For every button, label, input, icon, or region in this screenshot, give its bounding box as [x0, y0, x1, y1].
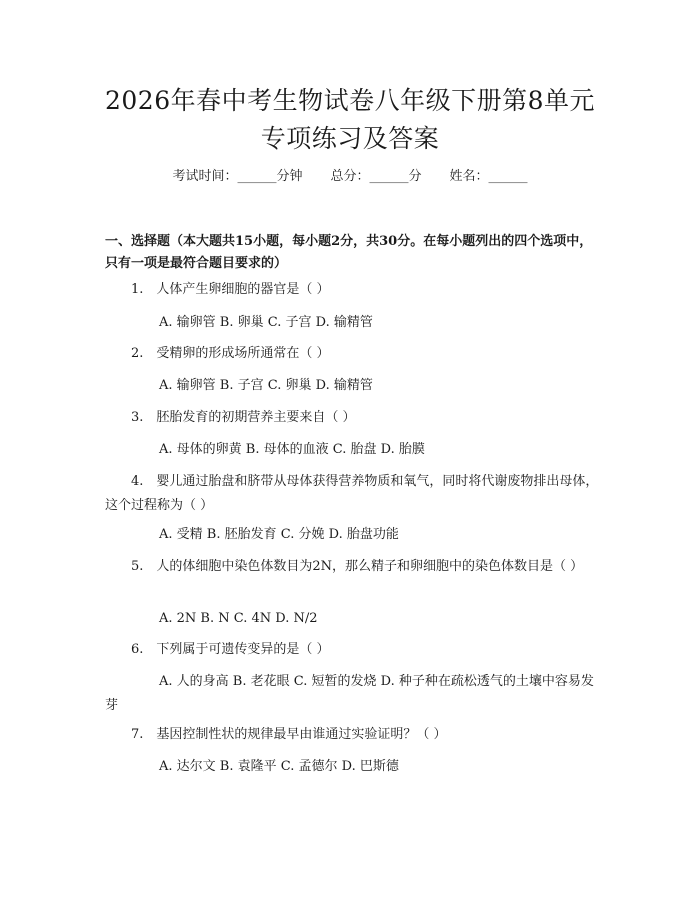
question-7-stem: 7. 基因控制性状的规律最早由谁通过实验证明？（ ）: [131, 727, 447, 742]
section-heading: 一、选择题（本大题共15小题，每小题2分，共30分。在每小题列出的四个选项中，只有一项是最符合题目要求的）: [105, 234, 593, 271]
total-score-field: 总分：______分: [330, 169, 422, 184]
question-1-options: A. 输卵管 B. 卵巢 C. 子宫 D. 输精管: [159, 315, 373, 330]
question-2-stem: 2. 受精卵的形成场所通常在（ ）: [131, 346, 330, 361]
question-4-options: A. 受精 B. 胚胎发育 C. 分娩 D. 胎盘功能: [159, 527, 399, 542]
exam-time-field: 考试时间：______分钟: [172, 169, 303, 184]
question-2-options: A. 输卵管 B. 子宫 C. 卵巢 D. 输精管: [159, 378, 373, 393]
exam-info-line: [0, 168, 700, 186]
question-4-stem: 4. 婴儿通过胎盘和脐带从母体获得营养物质和氧气，同时将代谢废物排出母体，这个过程称为（ ）: [105, 474, 599, 513]
title-line-1: 2026年春中考生物试卷八年级下册第8单元: [104, 86, 596, 115]
question-6-stem: 6. 下列属于可遗传变异的是（ ）: [131, 642, 330, 657]
question-6-options: A. 人的身高 B. 老花眼 C. 短暂的发烧 D. 种子种在疏松透气的土壤中容易发芽: [105, 674, 594, 713]
question-3-stem: 3. 胚胎发育的初期营养主要来自（ ）: [131, 410, 356, 425]
question-3-options: A. 母体的卵黄 B. 母体的血液 C. 胎盘 D. 胎膜: [159, 442, 425, 457]
question-5-stem: 5. 人的体细胞中染色体数目为2N，那么精子和卵细胞中的染色体数目是（ ）: [131, 559, 584, 574]
question-1-stem: 1. 人体产生卵细胞的器官是（ ）: [131, 282, 330, 297]
question-5-options: A. 2N B. N C. 4N D. N/2: [159, 611, 318, 626]
student-name-field: 姓名：______: [449, 169, 528, 184]
document-title: [60, 82, 640, 158]
question-7-options: A. 达尔文 B. 袁隆平 C. 孟德尔 D. 巴斯德: [159, 759, 399, 774]
title-line-2: 专项练习及答案: [260, 124, 440, 153]
